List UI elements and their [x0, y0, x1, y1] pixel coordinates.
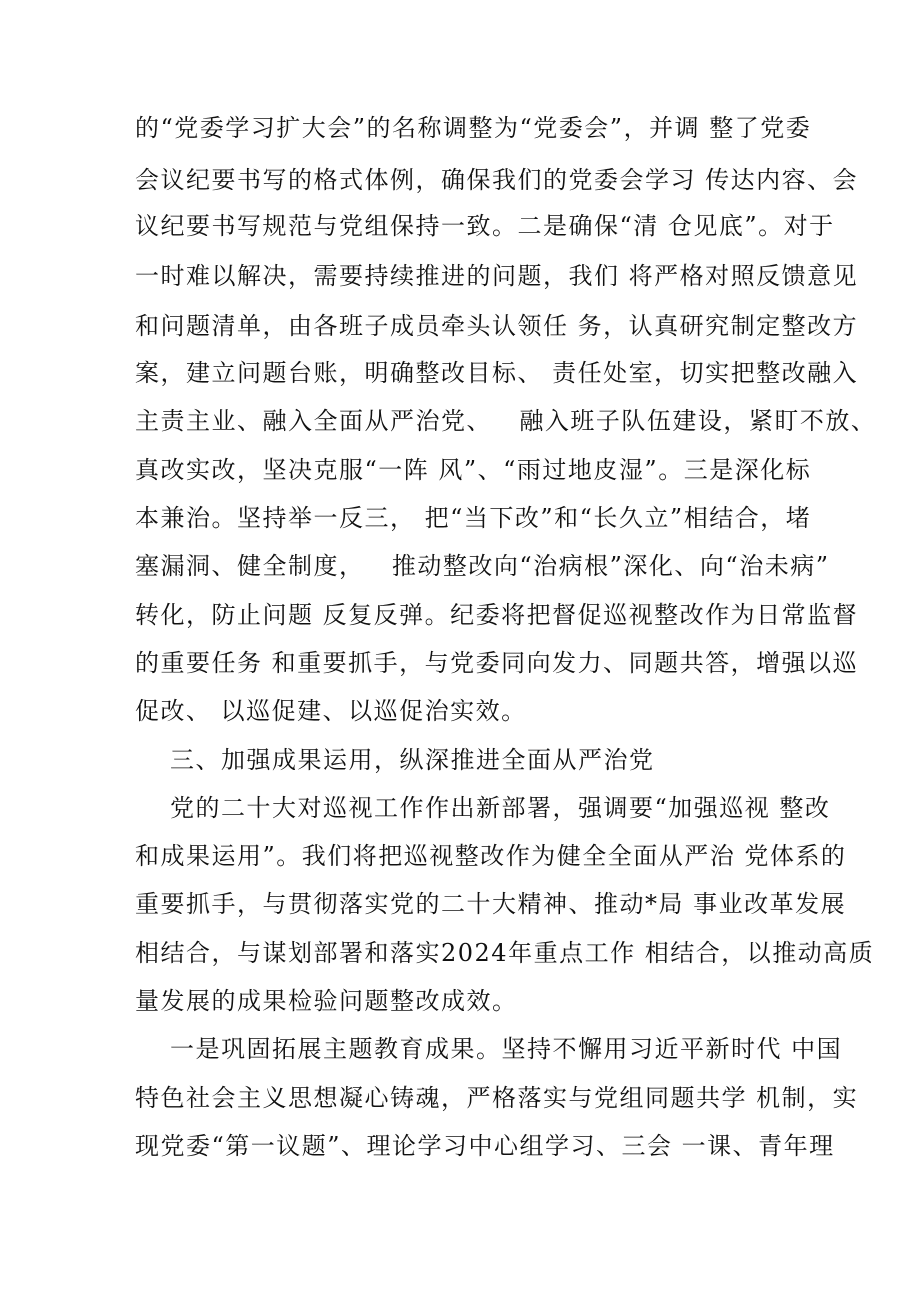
- body-line: 会议纪要书写的格式体例，确保我们的党委会学习 传达内容、会: [135, 166, 859, 194]
- body-line: 现党委“第一议题”、理论学习中心组学习、三会 一课、青年理: [135, 1132, 835, 1160]
- body-line: 案，建立问题台账，明确整改目标、 责任处室，切实把整改融入: [135, 359, 859, 387]
- body-line: 一是巩固拓展主题教育成果。坚持不懈用习近平新时代 中国: [170, 1035, 843, 1063]
- body-line: 重要抓手，与贯彻落实党的二十大精神、推动*局 事业改革发展: [135, 890, 847, 918]
- body-line: 的“党委学习扩大会”的名称调整为“党委会”，并调 整了党委: [135, 114, 812, 142]
- body-line: 促改、 以巡促建、以巡促治实效。: [135, 697, 527, 725]
- body-line: 的重要任务 和重要抓手，与党委同向发力、同题共答，增强以巡: [135, 649, 859, 677]
- body-line: 真改实改，坚决克服“一阵 风”、“雨过地皮湿”。三是深化标: [135, 456, 812, 484]
- body-line: 特色社会主义思想凝心铸魂，严格落实与党组同题共学 机制，实: [135, 1084, 859, 1112]
- body-line: 转化，防止问题 反复反弹。纪委将把督促巡视整改作为日常监督: [135, 601, 859, 629]
- body-line: 主责主业、融入全面从严治党、 融入班子队伍建设，紧盯不放、: [135, 407, 877, 435]
- body-line: 和问题清单，由各班子成员牵头认领任 务，认真研究制定整改方: [135, 312, 859, 340]
- body-line: 党的二十大对巡视工作作出新部署，强调要“加强巡视 整改: [170, 794, 831, 822]
- section-heading: 三、加强成果运用，纵深推进全面从严治党: [170, 746, 655, 774]
- body-line: 相结合，与谋划部署和落实2024年重点工作 相结合，以推动高质: [135, 939, 875, 967]
- body-line: 和成果运用”。我们将把巡视整改作为健全全面从严治 党体系的: [135, 842, 847, 870]
- body-line: 量发展的成果检验问题整改成效。: [135, 987, 518, 1015]
- body-line: 议纪要书写规范与党组保持一致。二是确保“清 仓见底”。对于: [135, 212, 835, 240]
- body-line: 塞漏洞、健全制度， 推动整改向“治病根”深化、向“治未病”: [135, 552, 830, 580]
- body-line: 一时难以解决，需要持续推进的问题，我们 将严格对照反馈意见: [135, 262, 859, 290]
- body-line: 本兼治。坚持举一反三， 把“当下改”和“长久立”相结合，堵: [135, 504, 812, 532]
